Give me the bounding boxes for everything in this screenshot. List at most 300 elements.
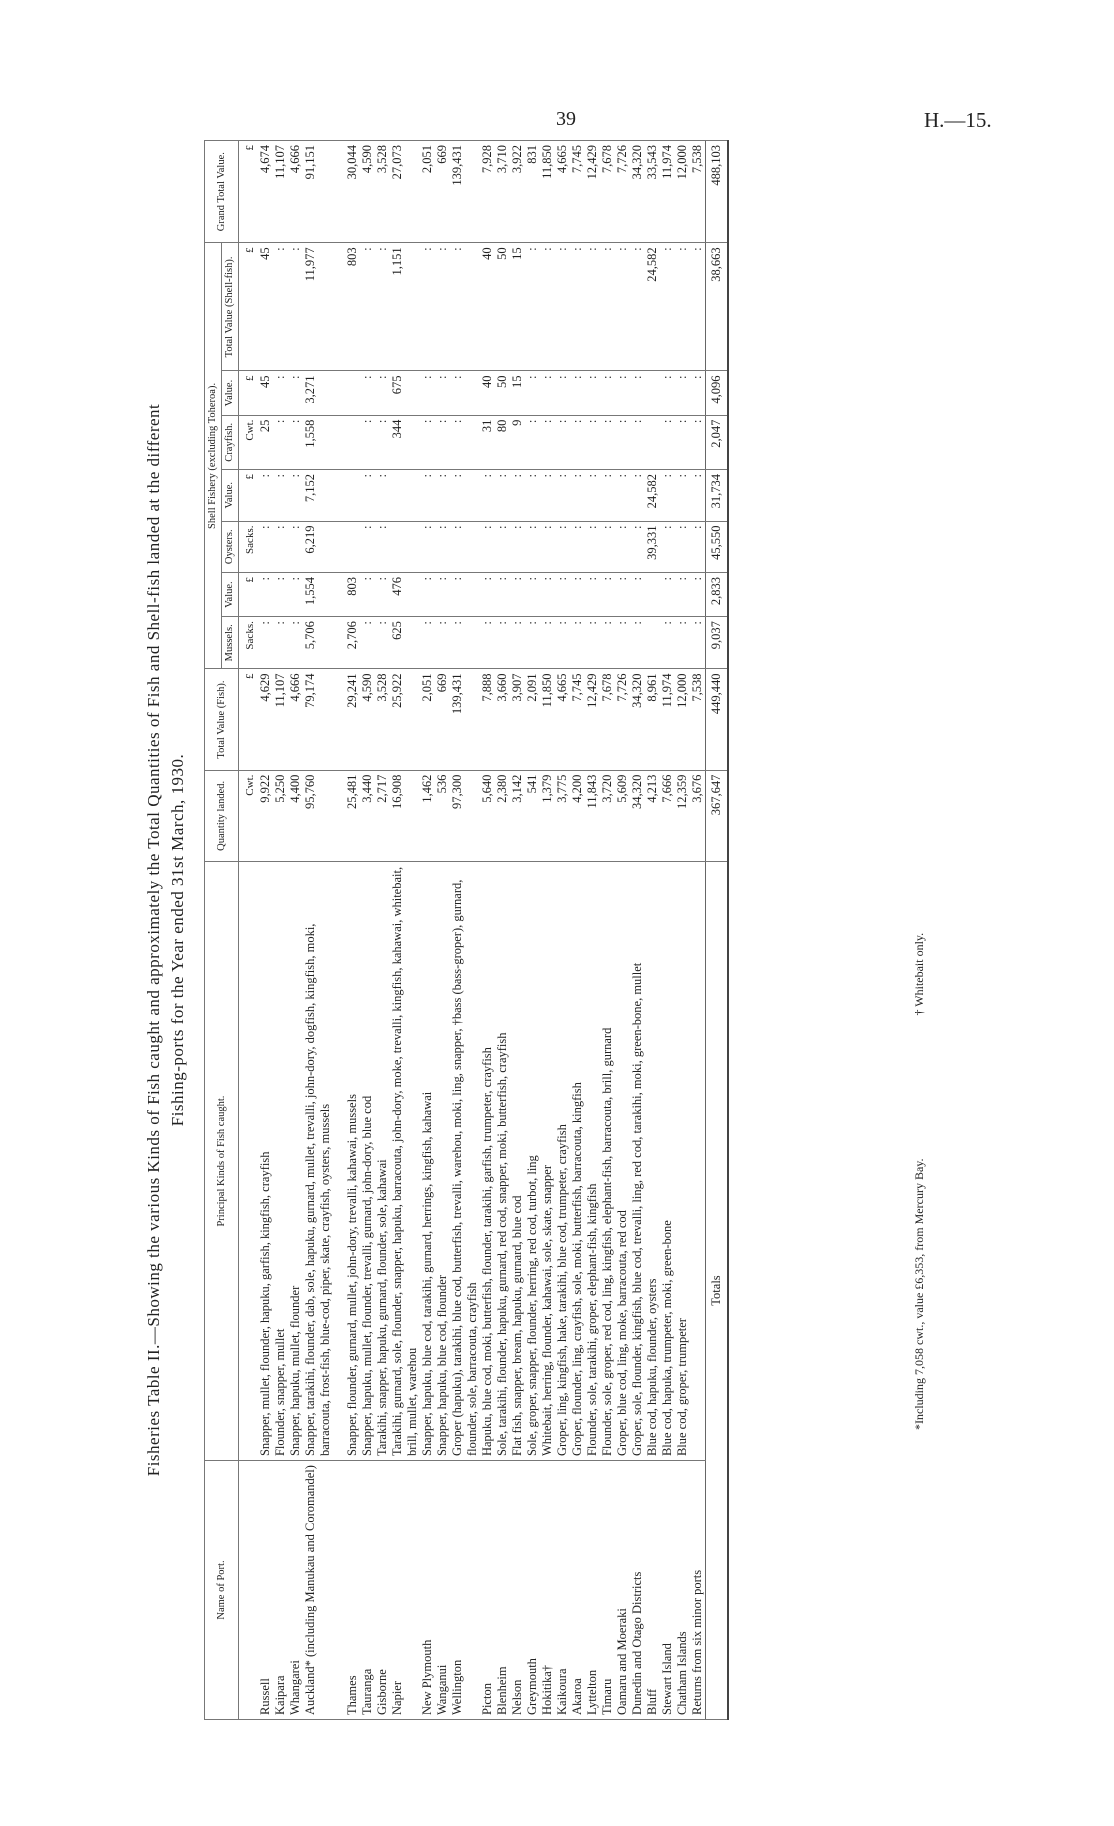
row-oysters-value	[345, 469, 360, 521]
row-port: Akaroa	[570, 1461, 585, 1720]
row-mussels-value: 803	[345, 573, 360, 617]
row-oysters: :	[660, 521, 675, 573]
units-cell: Cwt.	[239, 415, 259, 469]
table-title-line-2: Fishing-ports for the Year ended 31st March, 1930.	[168, 753, 187, 1127]
row-port: Thames	[345, 1461, 360, 1720]
row-oysters: :	[555, 521, 570, 573]
row-fish-value: 34,320	[630, 669, 645, 770]
row-crayfish: :	[273, 415, 288, 469]
row-quantity: 4,400	[288, 770, 303, 861]
row-oysters-value: :	[660, 469, 675, 521]
table-row	[555, 141, 570, 1720]
row-crayfish-value	[345, 371, 360, 415]
row-mussels-value: :	[615, 573, 630, 617]
spacer-cell	[333, 573, 345, 617]
row-mussels-value: :	[273, 573, 288, 617]
row-mussels: :	[675, 617, 690, 669]
row-kinds: Hapuku, blue cod, moki, butterfish, flounder, tarakihi, garfish, trumpeter, crayfish	[480, 862, 495, 1461]
row-crayfish	[645, 415, 660, 469]
row-crayfish-value: :	[585, 371, 600, 415]
table-row	[540, 141, 555, 1720]
row-quantity: 16,908	[390, 770, 420, 861]
row-grand-value: 30,044	[345, 141, 360, 243]
table-row	[570, 141, 585, 1720]
row-shell-value: :	[585, 243, 600, 371]
row-quantity: 3,440	[360, 770, 375, 861]
row-crayfish-value: 15	[510, 371, 525, 415]
row-oysters-value: :	[435, 469, 450, 521]
row-mussels-value: :	[675, 573, 690, 617]
row-oysters-value: :	[540, 469, 555, 521]
row-kinds: Blue cod, hapuku, flounder, oysters	[645, 862, 660, 1461]
row-grand-value: 12,429	[585, 141, 600, 243]
row-mussels-value: :	[375, 573, 390, 617]
row-fish-value: 2,051	[420, 669, 435, 770]
spacer-cell	[333, 371, 345, 415]
row-oysters: :	[585, 521, 600, 573]
row-port: Returns from six minor ports	[690, 1461, 706, 1720]
row-crayfish: 1,558	[303, 415, 333, 469]
row-mussels-value: :	[585, 573, 600, 617]
row-grand-value: 3,528	[375, 141, 390, 243]
row-shell-value: :	[600, 243, 615, 371]
row-quantity: 5,609	[615, 770, 630, 861]
row-crayfish-value: :	[570, 371, 585, 415]
row-oysters: :	[420, 521, 435, 573]
row-crayfish-value: :	[435, 371, 450, 415]
totals-crayfish: 2,047	[706, 415, 729, 469]
row-quantity: 9,922	[258, 770, 273, 861]
row-oysters: 6,219	[303, 521, 333, 573]
row-port: Timaru	[600, 1461, 615, 1720]
header-shell-group: Shell Fishery (excluding Toheroa).	[205, 243, 222, 669]
row-oysters: :	[360, 521, 375, 573]
row-grand-value: 4,590	[360, 141, 375, 243]
row-mussels: :	[273, 617, 288, 669]
row-crayfish: :	[615, 415, 630, 469]
row-kinds: Sole, tarakihi, flounder, hapuku, gurnard, red cod, snapper, moki, butterfish, crayfish	[495, 862, 510, 1461]
row-mussels: :	[435, 617, 450, 669]
row-quantity: 34,320	[630, 770, 645, 861]
row-crayfish: 9	[510, 415, 525, 469]
row-mussels: :	[555, 617, 570, 669]
row-quantity: 1,379	[540, 770, 555, 861]
table-row	[510, 141, 525, 1720]
row-oysters-value: :	[585, 469, 600, 521]
row-crayfish: :	[540, 415, 555, 469]
row-fish-value: 3,528	[375, 669, 390, 770]
row-oysters-value: 24,582	[645, 469, 660, 521]
row-shell-value: 45	[258, 243, 273, 371]
row-oysters: :	[615, 521, 630, 573]
row-quantity: 4,213	[645, 770, 660, 861]
row-shell-value: :	[360, 243, 375, 371]
row-shell-value: :	[435, 243, 450, 371]
row-oysters-value: :	[480, 469, 495, 521]
totals-mussels-value: 2,833	[706, 573, 729, 617]
row-quantity: 3,142	[510, 770, 525, 861]
row-mussels-value: :	[495, 573, 510, 617]
totals-label: Totals	[706, 862, 729, 1720]
row-mussels-value: 1,554	[303, 573, 333, 617]
table-row	[288, 141, 303, 1720]
row-quantity: 541	[525, 770, 540, 861]
row-kinds: Snapper, tarakihi, flounder, dab, sole, hapuku, gurnard, mullet, trevalli, john-dory, dogfish, kingfish, moki, barracouta, frost-fish, blue-cod, piper, skate, crayfish, oysters, mussels	[303, 862, 333, 1461]
row-kinds: Sole, groper, snapper, flounder, herring, red cod, turbot, ling	[525, 862, 540, 1461]
row-fish-value: 7,678	[600, 669, 615, 770]
row-fish-value: 669	[435, 669, 450, 770]
totals-grand-value: 488,103	[706, 141, 729, 243]
row-shell-value: :	[690, 243, 706, 371]
row-crayfish-value: 40	[480, 371, 495, 415]
row-fish-value: 3,660	[495, 669, 510, 770]
row-kinds: Groper, sole, flounder, kingfish, blue cod, trevalli, ling, red cod, tarakihi, moki, green-bone, mullet	[630, 862, 645, 1461]
row-oysters: :	[600, 521, 615, 573]
row-oysters-value: :	[570, 469, 585, 521]
row-oysters-value	[390, 469, 420, 521]
totals-crayfish-value: 4,096	[706, 371, 729, 415]
row-oysters-value: :	[615, 469, 630, 521]
row-fish-value: 7,726	[615, 669, 630, 770]
row-grand-value: 33,543	[645, 141, 660, 243]
row-mussels: :	[525, 617, 540, 669]
units-cell: £	[239, 243, 259, 371]
row-mussels: :	[600, 617, 615, 669]
row-port: Bluff	[645, 1461, 660, 1720]
row-fish-value: 7,538	[690, 669, 706, 770]
row-mussels: :	[450, 617, 480, 669]
row-quantity: 3,720	[600, 770, 615, 861]
row-fish-value: 3,907	[510, 669, 525, 770]
row-fish-value: 4,590	[360, 669, 375, 770]
row-quantity: 536	[435, 770, 450, 861]
row-mussels: :	[630, 617, 645, 669]
row-grand-value: 12,000	[675, 141, 690, 243]
row-mussels: :	[480, 617, 495, 669]
table-row	[495, 141, 510, 1720]
spacer-cell	[333, 469, 345, 521]
row-oysters-value: :	[420, 469, 435, 521]
table-row	[480, 141, 495, 1720]
row-grand-value: 11,974	[660, 141, 675, 243]
row-shell-value: :	[615, 243, 630, 371]
row-crayfish	[345, 415, 360, 469]
row-grand-value: 7,678	[600, 141, 615, 243]
units-cell: £	[239, 573, 259, 617]
units-cell: £	[239, 141, 259, 243]
row-mussels: :	[660, 617, 675, 669]
row-oysters: :	[675, 521, 690, 573]
units-row	[239, 141, 259, 1720]
row-crayfish-value: :	[450, 371, 480, 415]
row-quantity: 3,676	[690, 770, 706, 861]
row-mussels-value: :	[570, 573, 585, 617]
row-mussels: :	[375, 617, 390, 669]
row-crayfish-value: :	[630, 371, 645, 415]
row-grand-value: 27,073	[390, 141, 420, 243]
units-cell: £	[239, 669, 259, 770]
row-mussels-value: 476	[390, 573, 420, 617]
row-fish-value: 11,850	[540, 669, 555, 770]
row-crayfish-value	[645, 371, 660, 415]
row-oysters-value: :	[273, 469, 288, 521]
row-crayfish: :	[660, 415, 675, 469]
header-quantity: Quantity landed.	[205, 770, 239, 861]
row-oysters: :	[630, 521, 645, 573]
row-port: Picton	[480, 1461, 495, 1720]
row-oysters: :	[525, 521, 540, 573]
row-kinds: Snapper, hapuku, mullet, flounder	[288, 862, 303, 1461]
row-kinds: Whitebait, herring, flounder, kahawai, sole, skate, snapper	[540, 862, 555, 1461]
row-mussels-value: :	[540, 573, 555, 617]
row-kinds: Flounder, snapper, mullet	[273, 862, 288, 1461]
row-mussels-value: :	[450, 573, 480, 617]
row-grand-value: 139,431	[450, 141, 480, 243]
row-kinds: Snapper, mullet, flounder, hapuku, garfish, kingfish, crayfish	[258, 862, 273, 1461]
row-fish-value: 8,961	[645, 669, 660, 770]
spacer-cell	[333, 617, 345, 669]
row-crayfish: :	[420, 415, 435, 469]
row-mussels: :	[360, 617, 375, 669]
row-crayfish-value: :	[690, 371, 706, 415]
row-kinds: Snapper, hapuku, blue cod, flounder	[435, 862, 450, 1461]
row-crayfish-value: :	[600, 371, 615, 415]
spacer-cell	[333, 415, 345, 469]
row-crayfish: :	[375, 415, 390, 469]
row-crayfish-value: 45	[258, 371, 273, 415]
header-oysters-value: Value.	[222, 469, 239, 521]
row-fish-value: 12,429	[585, 669, 600, 770]
header-oysters: Oysters.	[222, 521, 239, 573]
row-fish-value: 79,174	[303, 669, 333, 770]
header-crayfish: Crayfish.	[222, 415, 239, 469]
row-crayfish-value: :	[675, 371, 690, 415]
row-quantity: 5,640	[480, 770, 495, 861]
row-shell-value: 50	[495, 243, 510, 371]
row-crayfish: :	[360, 415, 375, 469]
row-oysters-value: :	[525, 469, 540, 521]
row-kinds: Snapper, flounder, gurnard, mullet, john-dory, trevalli, kahawai, mussels	[345, 862, 360, 1461]
table-body	[239, 141, 706, 1720]
table-row	[360, 141, 375, 1720]
row-mussels: :	[615, 617, 630, 669]
row-crayfish: :	[288, 415, 303, 469]
row-grand-value: 3,710	[495, 141, 510, 243]
row-mussels: :	[288, 617, 303, 669]
row-mussels: :	[510, 617, 525, 669]
row-grand-value: 4,666	[288, 141, 303, 243]
row-port: Chatham Islands	[675, 1461, 690, 1720]
row-oysters-value: :	[450, 469, 480, 521]
row-port: Wanganui	[435, 1461, 450, 1720]
row-kinds: Blue cod, groper, trumpeter	[675, 862, 690, 1461]
row-shell-value: :	[450, 243, 480, 371]
row-crayfish-value: :	[660, 371, 675, 415]
row-oysters: :	[258, 521, 273, 573]
fisheries-table	[204, 140, 729, 1720]
totals-row	[706, 141, 729, 1720]
header-crayfish-value: Value.	[222, 371, 239, 415]
row-shell-value: :	[540, 243, 555, 371]
row-grand-value: 4,665	[555, 141, 570, 243]
footnotes	[912, 793, 927, 1430]
spacer-cell	[333, 669, 345, 770]
row-quantity: 4,200	[570, 770, 585, 861]
row-crayfish-value: 50	[495, 371, 510, 415]
row-crayfish: :	[555, 415, 570, 469]
row-quantity: 3,775	[555, 770, 570, 861]
row-fish-value: 11,107	[273, 669, 288, 770]
row-kinds: Blue cod, hapuka, trumpeter, moki, green-bone	[660, 862, 675, 1461]
row-fish-value: 11,974	[660, 669, 675, 770]
row-mussels: 2,706	[345, 617, 360, 669]
row-crayfish: :	[690, 415, 706, 469]
row-kinds: Tarakihi, gurnard, sole, flounder, snapper, hapuku, barracouta, john-dory, moke, trevalli, kingfish, kahawai, whitebait, brill, mullet, warehou	[390, 862, 420, 1461]
footnote-dagger: † Whitebait only.	[912, 932, 926, 1016]
row-fish-value: 12,000	[675, 669, 690, 770]
row-port: Nelson	[510, 1461, 525, 1720]
row-shell-value: :	[570, 243, 585, 371]
row-oysters-value: :	[555, 469, 570, 521]
row-shell-value: 11,977	[303, 243, 333, 371]
units-cell: Sacks.	[239, 521, 259, 573]
row-oysters: :	[288, 521, 303, 573]
row-mussels-value: :	[435, 573, 450, 617]
row-oysters: :	[480, 521, 495, 573]
row-oysters	[345, 521, 360, 573]
row-kinds: Snapper, hapuku, mullet, flounder, trevalli, gurnard, john-dory, blue cod	[360, 862, 375, 1461]
row-crayfish-value: :	[615, 371, 630, 415]
row-mussels-value: :	[690, 573, 706, 617]
row-port: Wellington	[450, 1461, 480, 1720]
row-port: Blenheim	[495, 1461, 510, 1720]
header-port: Name of Port.	[205, 1461, 239, 1720]
row-grand-value: 7,928	[480, 141, 495, 243]
row-shell-value: :	[675, 243, 690, 371]
row-crayfish: 80	[495, 415, 510, 469]
row-fish-value: 4,665	[555, 669, 570, 770]
table-title	[142, 180, 190, 1700]
row-oysters: :	[540, 521, 555, 573]
row-quantity: 7,666	[660, 770, 675, 861]
row-oysters-value: :	[375, 469, 390, 521]
row-oysters: :	[495, 521, 510, 573]
row-fish-value: 7,888	[480, 669, 495, 770]
row-mussels-value	[645, 573, 660, 617]
row-port: Stewart Island	[660, 1461, 675, 1720]
header-kinds: Principal Kinds of Fish caught.	[205, 862, 239, 1461]
row-port: Greymouth	[525, 1461, 540, 1720]
row-grand-value: 7,538	[690, 141, 706, 243]
row-crayfish: :	[570, 415, 585, 469]
row-oysters: :	[450, 521, 480, 573]
row-mussels	[645, 617, 660, 669]
row-quantity: 1,462	[420, 770, 435, 861]
row-port: New Plymouth	[420, 1461, 435, 1720]
row-port: Kaikoura	[555, 1461, 570, 1720]
row-crayfish-value: :	[525, 371, 540, 415]
row-shell-value: :	[288, 243, 303, 371]
row-shell-value: :	[660, 243, 675, 371]
table-row	[645, 141, 660, 1720]
table-row	[258, 141, 273, 1720]
table-row	[600, 141, 615, 1720]
row-crayfish: 344	[390, 415, 420, 469]
spacer-row	[333, 141, 345, 1720]
table-row	[525, 141, 540, 1720]
units-cell: Sacks.	[239, 617, 259, 669]
header-grand-total: Grand Total Value.	[205, 141, 239, 243]
table-row	[615, 141, 630, 1720]
row-crayfish-value: :	[273, 371, 288, 415]
row-crayfish: :	[435, 415, 450, 469]
row-kinds: Groper, flounder, ling, crayfish, sole, moki, butterfish, barracouta, kingfish	[570, 862, 585, 1461]
page-number: 39	[556, 108, 576, 130]
row-mussels: :	[540, 617, 555, 669]
row-oysters-value: :	[690, 469, 706, 521]
row-mussels-value: :	[420, 573, 435, 617]
spacer-cell	[333, 770, 345, 861]
totals-mussels: 9,037	[706, 617, 729, 669]
table-row	[375, 141, 390, 1720]
row-crayfish: 25	[258, 415, 273, 469]
table-row	[273, 141, 288, 1720]
row-mussels-value: :	[360, 573, 375, 617]
row-fish-value: 4,666	[288, 669, 303, 770]
row-shell-value: 803	[345, 243, 360, 371]
units-cell	[239, 862, 259, 1461]
row-mussels-value: :	[660, 573, 675, 617]
row-kinds: Flat fish, snapper, bream, hapuku, gurnard, blue cod	[510, 862, 525, 1461]
row-port: Oamaru and Moeraki	[615, 1461, 630, 1720]
row-grand-value: 2,051	[420, 141, 435, 243]
totals-quantity: 367,647	[706, 770, 729, 861]
table-row	[585, 141, 600, 1720]
row-crayfish-value: :	[360, 371, 375, 415]
spacer-cell	[333, 1461, 345, 1720]
table-row	[690, 141, 706, 1720]
row-quantity: 97,300	[450, 770, 480, 861]
row-port: Kaipara	[273, 1461, 288, 1720]
row-crayfish: :	[630, 415, 645, 469]
spacer-cell	[333, 862, 345, 1461]
row-kinds: Snapper, hapuku, blue cod, tarakihi, gurnard, herrings, kingfish, kahawai	[420, 862, 435, 1461]
row-quantity: 2,380	[495, 770, 510, 861]
row-mussels-value: :	[555, 573, 570, 617]
row-grand-value: 91,151	[303, 141, 333, 243]
row-oysters-value: :	[675, 469, 690, 521]
row-fish-value: 4,629	[258, 669, 273, 770]
totals-shell-value: 38,663	[706, 243, 729, 371]
row-mussels: :	[585, 617, 600, 669]
table-row	[660, 141, 675, 1720]
totals-oysters: 45,550	[706, 521, 729, 573]
row-mussels: 5,706	[303, 617, 333, 669]
header-mussels-value: Value.	[222, 573, 239, 617]
row-oysters-value: :	[360, 469, 375, 521]
row-quantity: 11,843	[585, 770, 600, 861]
footnote-star: *Including 7,058 cwt., value £6,353, from Mercury Bay.	[912, 1158, 926, 1430]
row-shell-value: 40	[480, 243, 495, 371]
row-crayfish-value: :	[288, 371, 303, 415]
row-port: Hokitika†	[540, 1461, 555, 1720]
row-mussels: :	[570, 617, 585, 669]
row-shell-value: 1,151	[390, 243, 420, 371]
row-fish-value: 25,922	[390, 669, 420, 770]
row-grand-value: 831	[525, 141, 540, 243]
rotated-table-area	[142, 140, 1042, 1720]
row-crayfish: :	[675, 415, 690, 469]
